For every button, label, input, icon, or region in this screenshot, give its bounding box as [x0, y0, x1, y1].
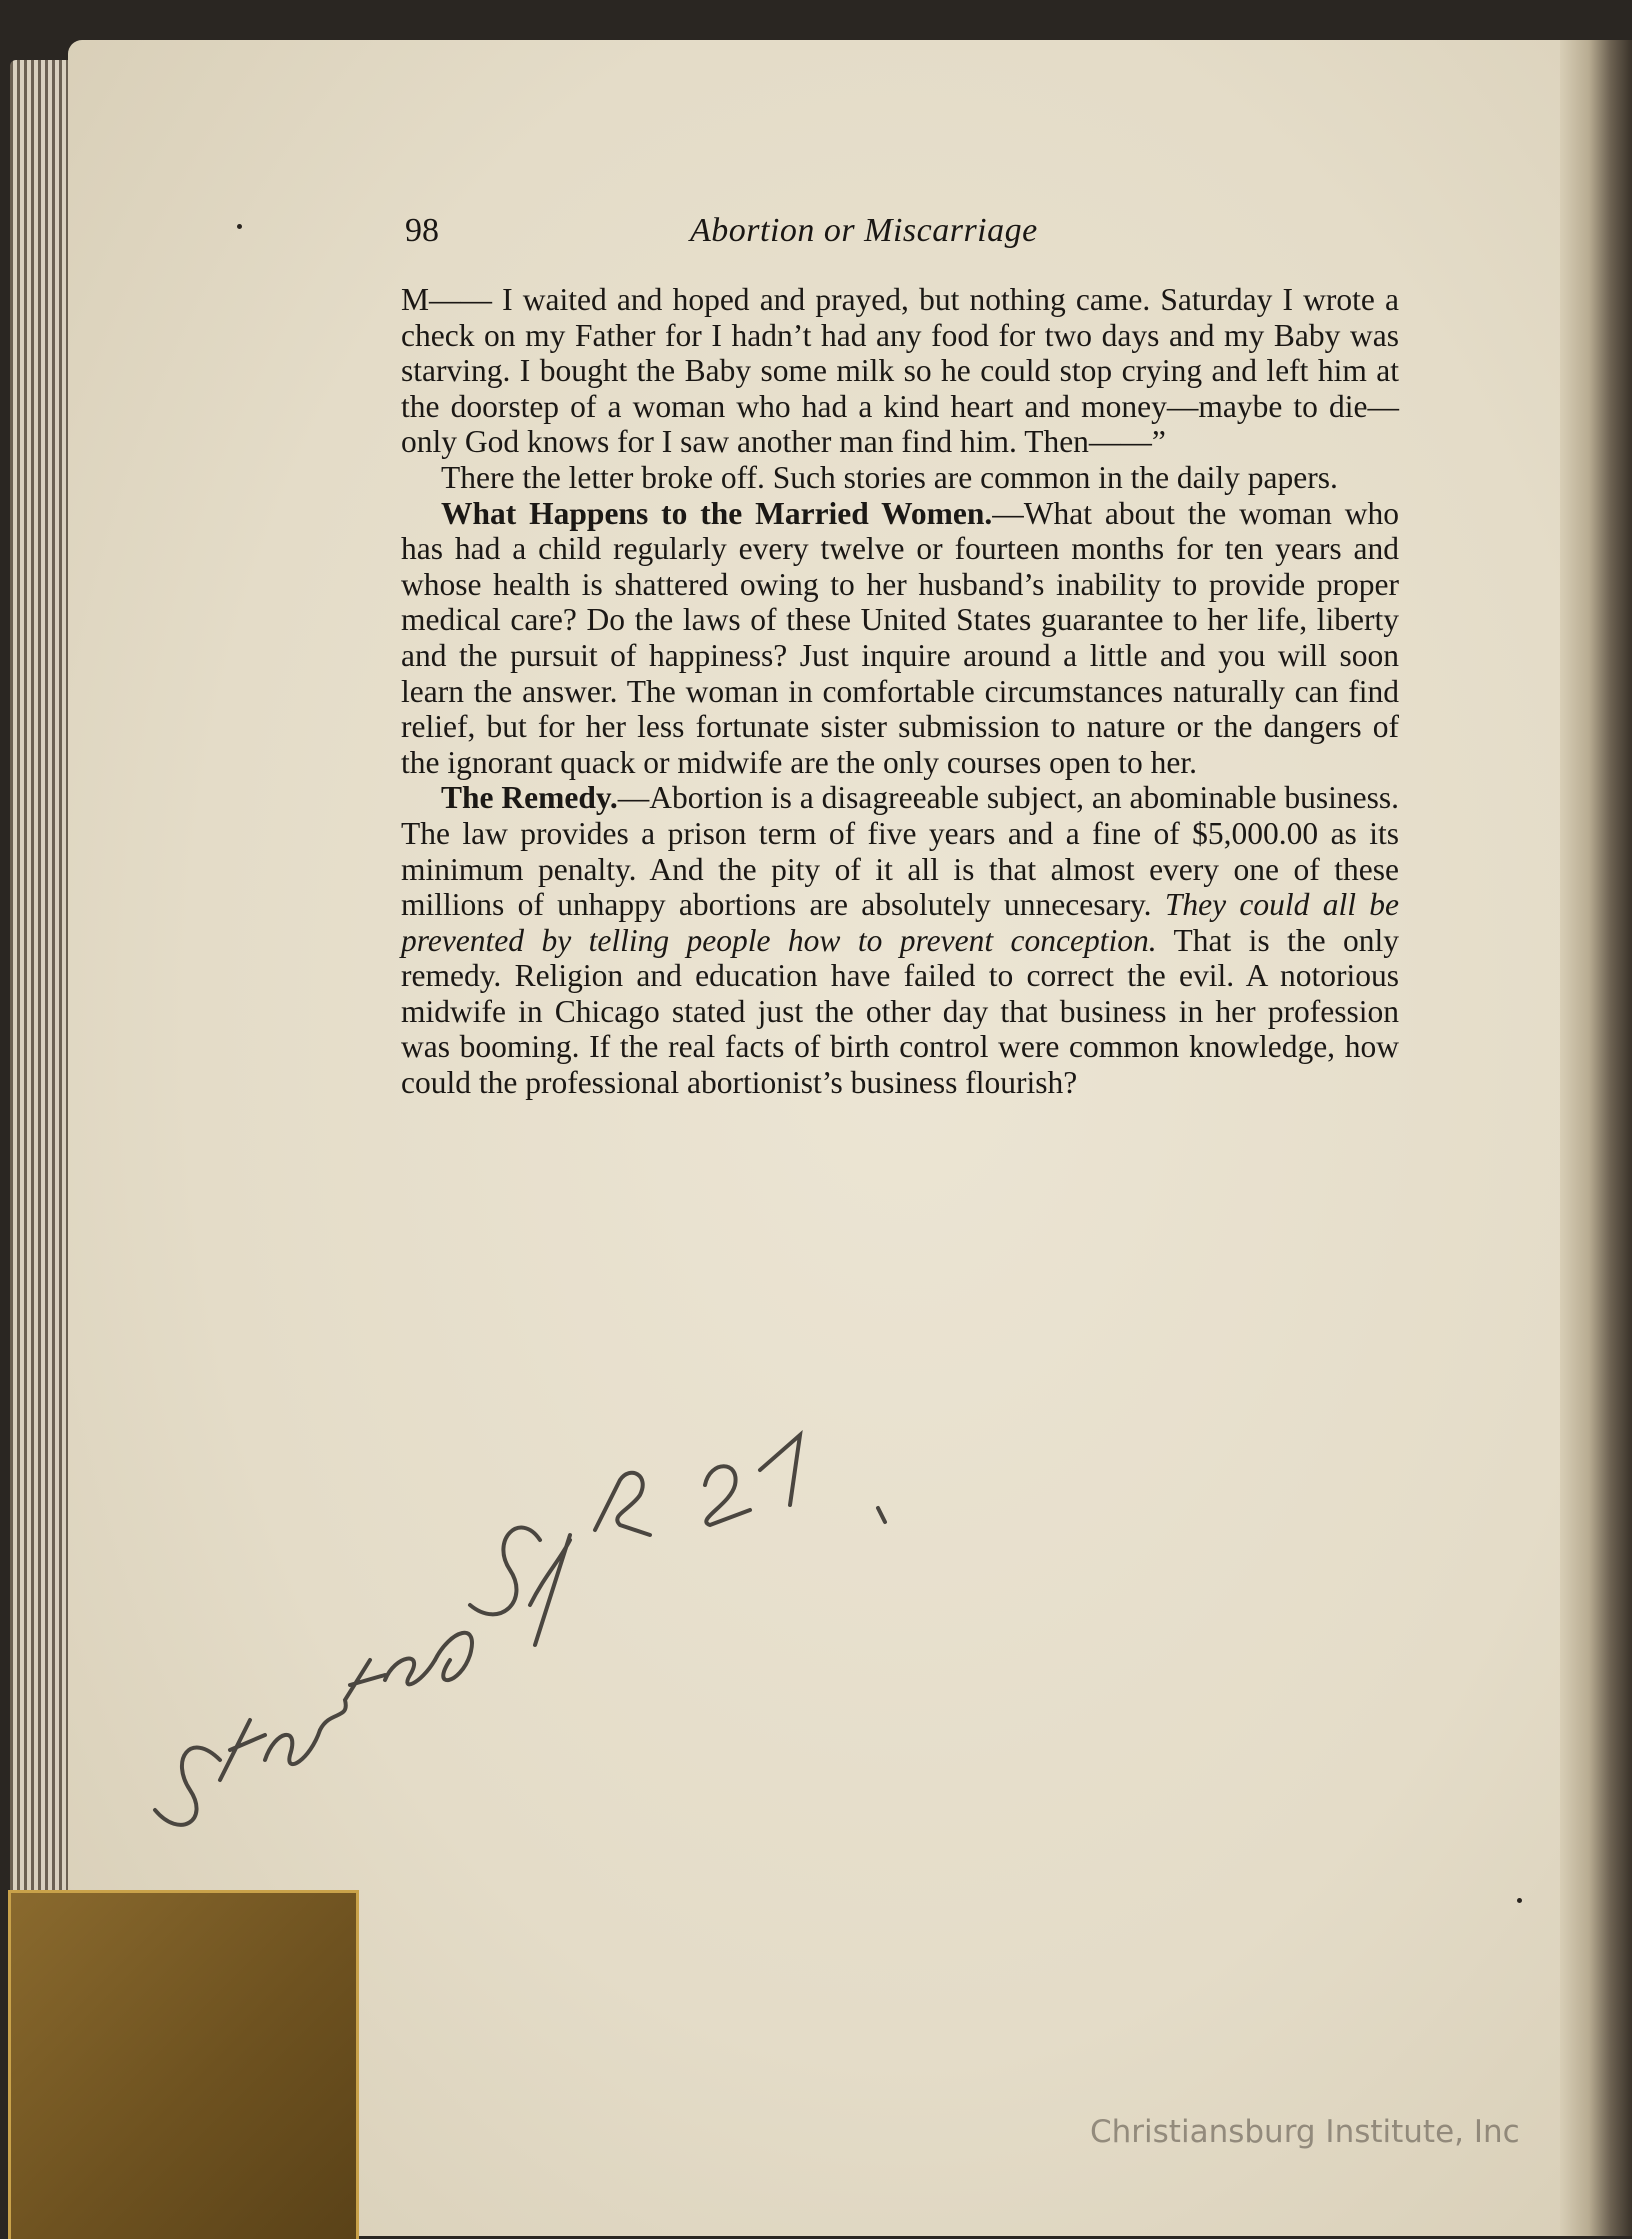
paragraph-remedy-body-a: —Abortion is a disagreeable subject, an abominable business. The law provides a prison term of five years and a fine of $5,000.00 as its minimum penalty. And the pity of it all is that almost every one of these millions of unhappy abortions are absolutely unnecesary.	[401, 780, 1399, 923]
library-label-tab	[8, 1890, 359, 2239]
handwritten-note	[150, 1430, 910, 1850]
handwritten-stroke	[155, 1748, 220, 1825]
section-heading-married-women: What Happens to the Married Women.	[441, 495, 993, 531]
handwritten-stroke	[220, 1720, 265, 1780]
body-text	[401, 282, 1399, 1101]
book-gutter	[1560, 40, 1632, 2236]
paragraph-letter-broke-off: There the letter broke off. Such stories are common in the daily papers.	[441, 459, 1338, 495]
paragraph-married-women	[401, 496, 1399, 781]
section-heading-remedy: The Remedy.	[441, 780, 618, 816]
handwritten-stroke	[265, 1730, 320, 1764]
watermark: Christiansburg Institute, Inc	[1090, 2114, 1520, 2150]
chapter-title: Abortion or Miscarriage	[690, 212, 1038, 249]
handwritten-stroke	[878, 1508, 885, 1522]
handwritten-stroke	[705, 1466, 750, 1525]
paragraph-remedy	[401, 780, 1399, 1100]
paragraph-remedy-italic: They could all be prevented by telling people how to prevent conception.	[401, 887, 1400, 958]
running-head	[405, 212, 1400, 262]
handwritten-stroke	[760, 1435, 800, 1505]
paper-speck	[237, 224, 242, 229]
paper-speck	[1517, 1898, 1522, 1903]
handwritten-stroke	[470, 1528, 540, 1615]
handwritten-stroke	[320, 1660, 385, 1730]
handwritten-stroke	[385, 1659, 435, 1685]
handwritten-stroke	[435, 1633, 472, 1680]
handwritten-stroke	[530, 1535, 570, 1645]
page-number: 98	[405, 212, 439, 249]
letter-paragraph: M—— I waited and hoped and prayed, but nothing came. Saturday I wrote a check on my Father for I hadn’t had any food for two days and my Baby was starving. I bought the Baby some milk so he could stop crying and left him at the doorstep of a woman who had a kind heart and money—maybe to die—only God knows for I saw another man find him. Then——”	[401, 282, 1399, 460]
paragraph-married-women-body: —What about the woman who has had a child regularly every twelve or fourteen months for ten years and whose health is shattered owing to her husband’s inability to provide proper medical care? Do the laws of these United States guarantee to her life, liberty and the pursuit of happiness? Just inquire around a little and you will soon learn the answer. The woman in comfortable circumstances naturally can find relief, but for her less fortunate sister submission to nature or the dangers of the ignorant quack or midwife are the only courses open to her.	[401, 495, 1399, 780]
paragraph-remedy-body-b: That is the only remedy. Religion and education have failed to correct the evil. A notorious midwife in Chicago stated just the other day that business in her profession was booming. If the real facts of birth control were common knowledge, how could the professional abortionist’s business flourish?	[401, 922, 1399, 1101]
handwritten-stroke	[595, 1473, 650, 1535]
